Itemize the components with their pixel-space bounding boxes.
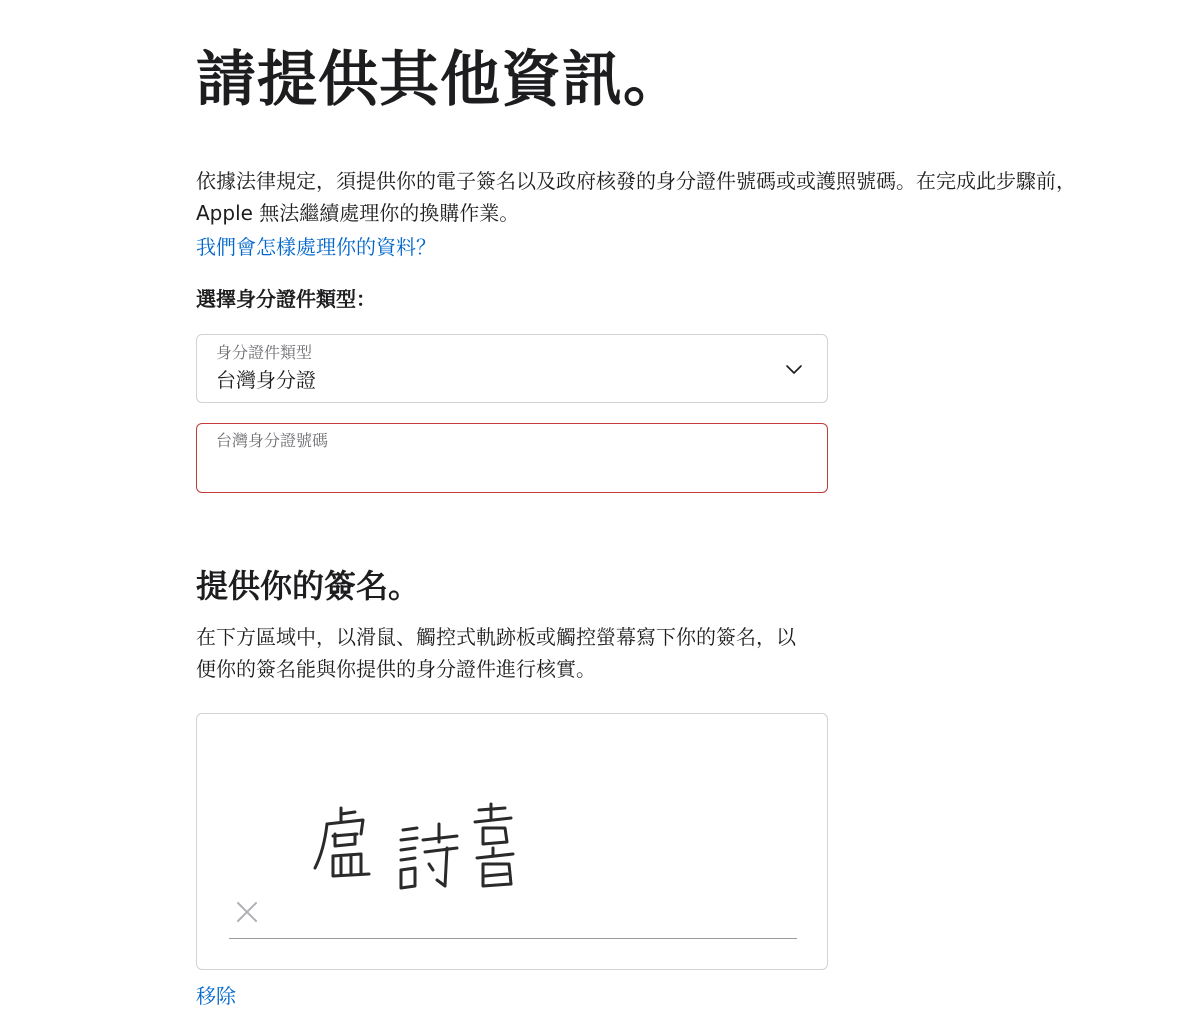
remove-signature-link[interactable]: 移除 (196, 984, 236, 1008)
signature-baseline (229, 938, 797, 939)
close-icon[interactable] (235, 900, 259, 924)
legal-notice-text: 依據法律規定，須提供你的電子簽名以及政府核發的身分證件號碼或或護照號碼。在完成此步驟前，Apple 無法繼續處理你的換購作業。 (196, 169, 1076, 225)
id-type-section-label: 選擇身分證件類型： (196, 287, 376, 311)
signature-section-title: 提供你的簽名。 (196, 567, 421, 605)
signature-pad[interactable] (196, 713, 828, 970)
id-type-select-value: 台灣身分證 (216, 368, 316, 392)
handwritten-signature (307, 794, 547, 924)
id-number-input[interactable] (196, 423, 828, 493)
chevron-down-icon (785, 363, 803, 375)
signature-instructions: 在下方區域中，以滑鼠、觸控式軌跡板或觸控螢幕寫下你的簽名，以便你的簽名能與你提供的身分證件進行核實。 (196, 625, 796, 681)
id-type-select[interactable] (196, 334, 828, 403)
data-handling-link[interactable]: 我們會怎樣處理你的資料？ (196, 235, 436, 259)
page-title: 請提供其他資訊。 (196, 45, 684, 115)
id-type-select-label: 身分證件類型 (216, 343, 313, 362)
id-number-input-label: 台灣身分證號碼 (216, 431, 329, 450)
